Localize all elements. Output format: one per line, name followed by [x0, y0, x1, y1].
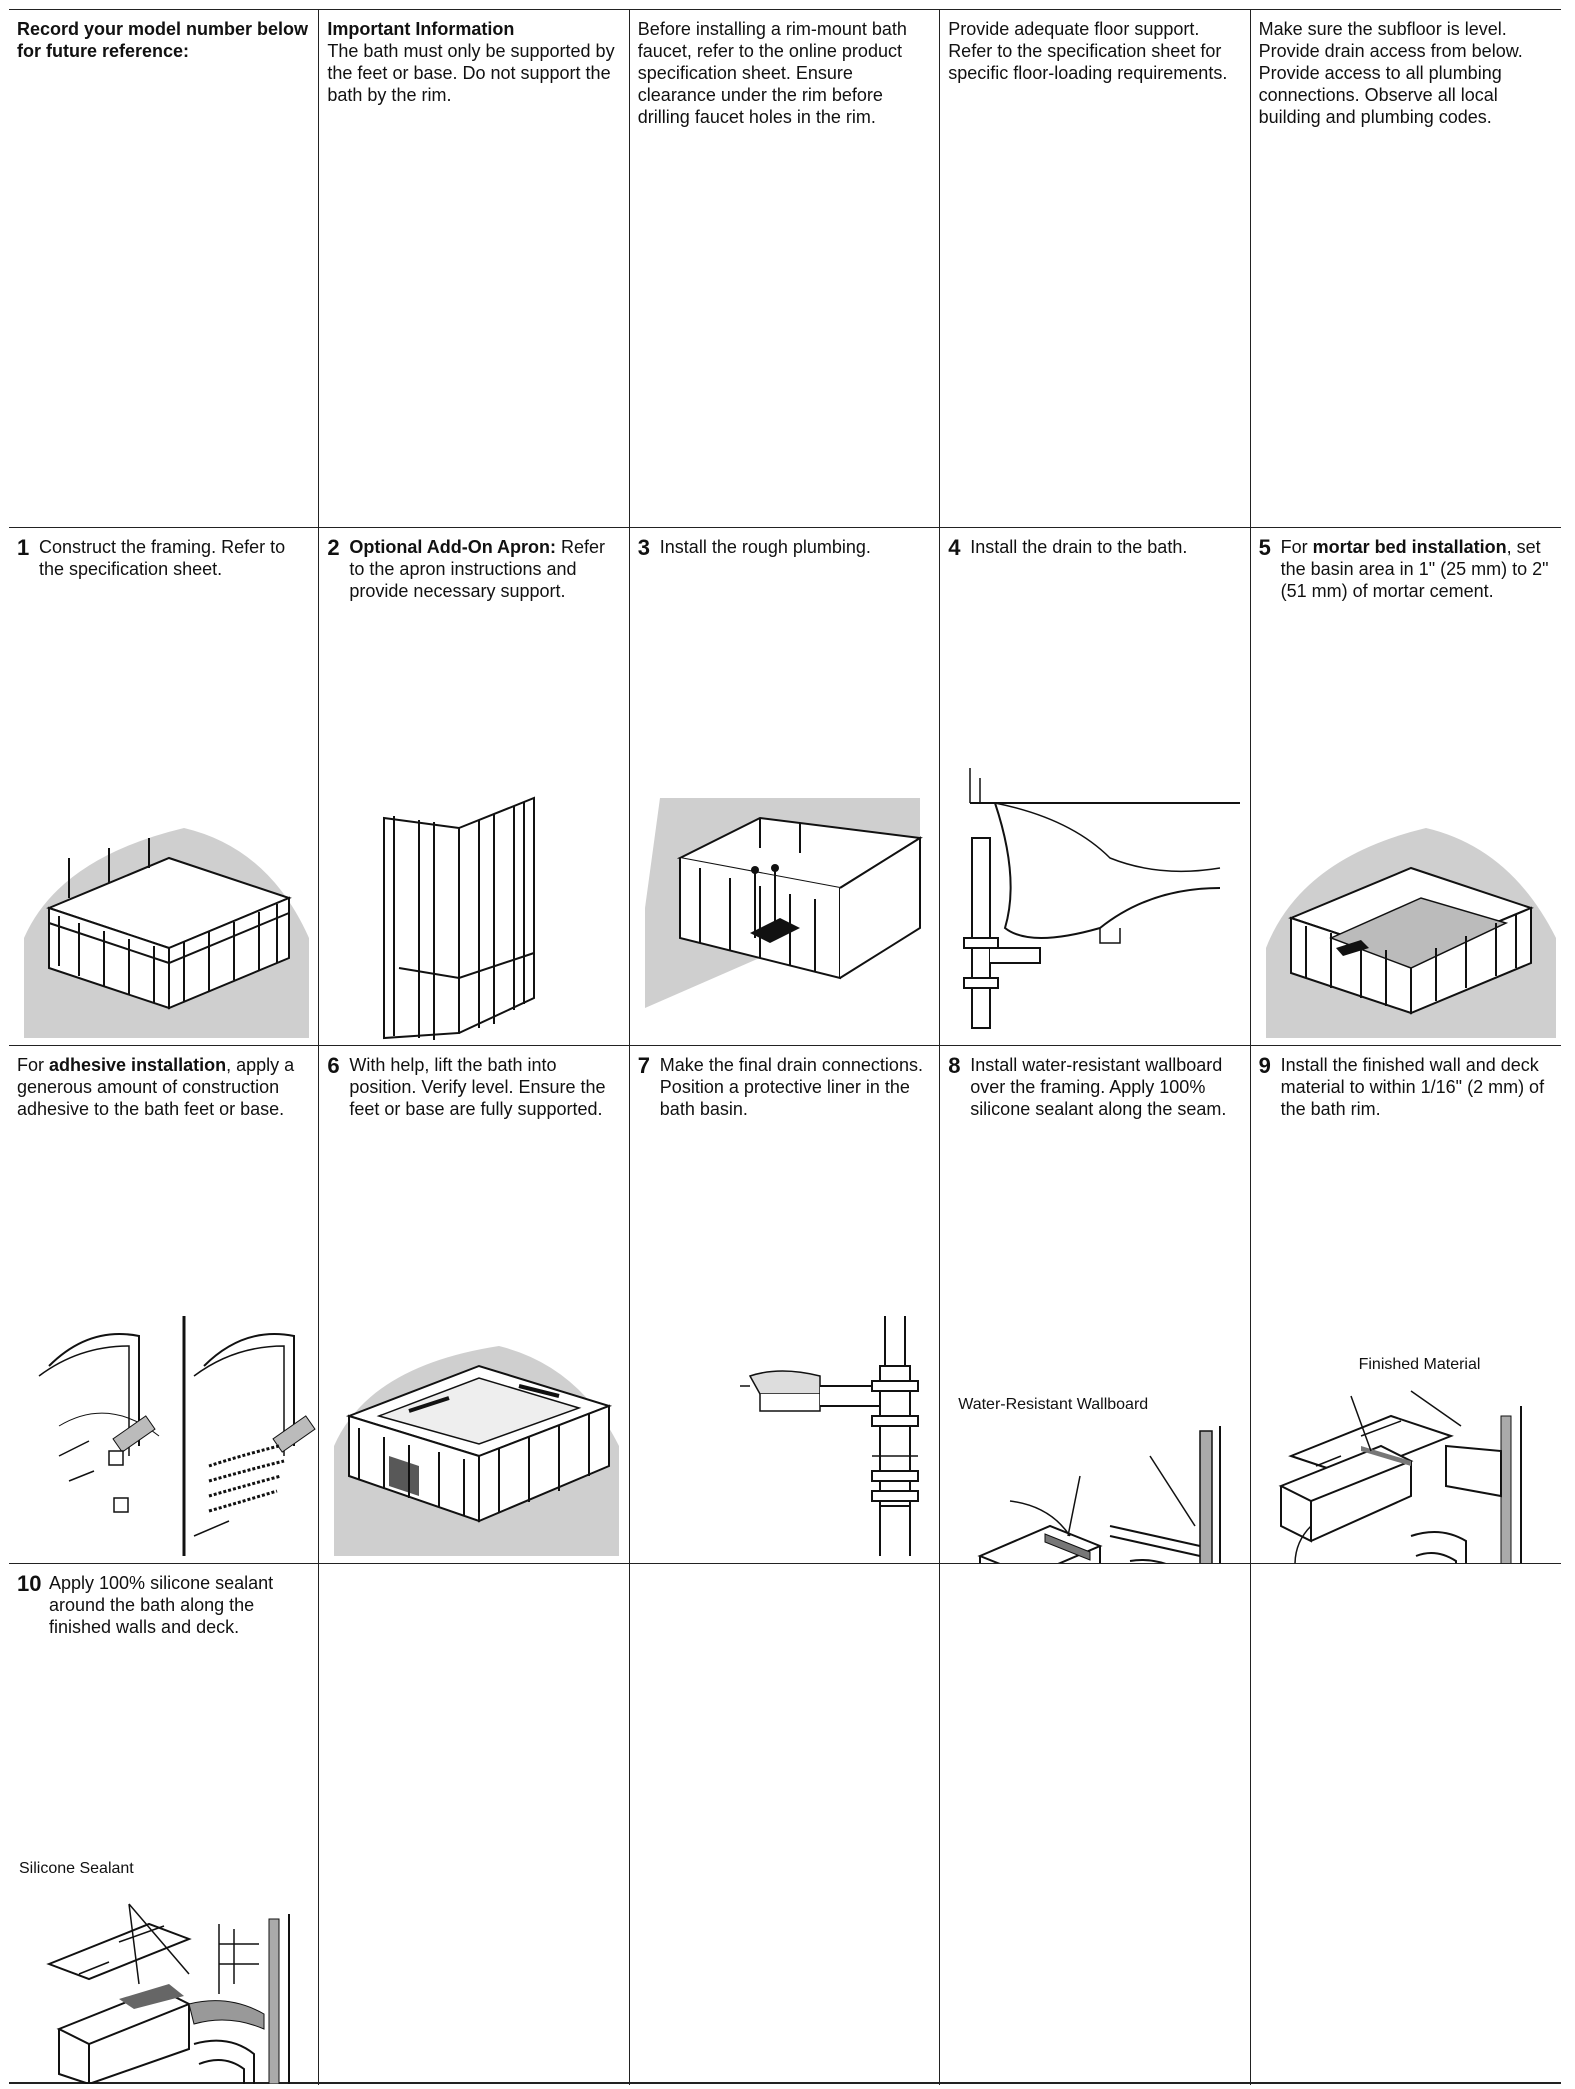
step-5-cell: 5 For mortar bed installation, set the basin area in 1" (25 mm) to 2" (51 mm) of mortar cement. [1251, 528, 1561, 1046]
model-record-text: Record your model number below for future reference: [17, 19, 309, 61]
step-8-cell [940, 1046, 1250, 1564]
step-number: 5 [1258, 535, 1271, 560]
important-body: The bath must only be supported by the feet or base. Do not support the bath by the rim. [327, 41, 615, 105]
wallboard-label: Water-Resistant Wallboard [958, 1396, 1149, 1413]
drain-install-illustration [950, 758, 1250, 1046]
instruction-grid [9, 9, 1561, 2084]
finished-material-label: Finished Material [1358, 1356, 1481, 1373]
important-title: Important Information [327, 19, 515, 39]
empty-cell [1251, 1564, 1561, 2085]
floor-note-cell [940, 10, 1250, 528]
step-text: , set the basin area in 1" (25 mm) to 2" (51 mm) of mortar cement. [1280, 537, 1549, 601]
empty-cell [319, 1564, 629, 2085]
adhesive-illustration [19, 1306, 319, 1556]
step-bold-text: mortar bed installation [1312, 537, 1507, 557]
silicone-sealant-label: Silicone Sealant [19, 1860, 134, 1877]
framing-illustration [19, 798, 319, 1038]
step-text: Apply 100% silicone sealant around the bath along the finished walls and deck. [49, 1573, 274, 1637]
step-text: Install the rough plumbing. [659, 537, 871, 557]
step-number: 4 [948, 535, 961, 560]
step-1-cell [9, 528, 319, 1046]
rough-plumbing-illustration [640, 778, 940, 1018]
step-text: Install water-resistant wallboard over the framing. Apply 100% silicone sealant along the seam. [970, 1055, 1227, 1119]
empty-cell [940, 1564, 1250, 2085]
step-bold-text: Optional Add-On Apron: [349, 537, 557, 557]
apron-framing-illustration [359, 788, 599, 1046]
step-10-cell [9, 1564, 319, 2085]
step-number: 3 [637, 535, 651, 560]
subfloor-note-cell [1251, 10, 1561, 528]
faucet-note: Before installing a rim-mount bath faucet, refer to the online product specification sheet. Ensure clearance under the rim before drilling faucet holes in the rim. [637, 19, 907, 127]
important-info-cell [319, 10, 629, 528]
step-text: Install the finished wall and deck material to within 1/16" (2 mm) of the bath rim. [1280, 1055, 1545, 1119]
empty-cell [630, 1564, 940, 2085]
step-number: 8 [948, 1053, 961, 1078]
mortar-bed-illustration [1261, 798, 1561, 1038]
faucet-note-cell [630, 10, 940, 528]
model-record-cell [9, 10, 319, 528]
step-text: Install the drain to the bath. [970, 537, 1188, 557]
step-text: Construct the framing. Refer to the specification sheet. [39, 537, 286, 579]
finished-wall-illustration [1261, 1376, 1561, 1564]
step-4-cell [940, 528, 1250, 1046]
step-number: 1 [17, 535, 30, 560]
wallboard-illustration [950, 1416, 1250, 1564]
step-3-cell [630, 528, 940, 1046]
step-number: 7 [637, 1053, 651, 1078]
step-number: 6 [327, 1053, 340, 1078]
adhesive-text: For adhesive installation, apply a generous amount of construction adhesive to the bath feet or base. [17, 1055, 295, 1119]
step-number: 10 [17, 1571, 42, 1596]
subfloor-note: Make sure the subfloor is level. Provide drain access from below. Provide access to all plumbing connections. Observe all local building and plumbing codes. [1258, 19, 1523, 127]
step-number: 9 [1258, 1053, 1271, 1078]
floor-note: Provide adequate floor support. Refer to the specification sheet for specific floor-loading requirements. [948, 19, 1228, 83]
adhesive-cell [9, 1046, 319, 1564]
silicone-sealant-illustration [19, 1884, 319, 2084]
drain-connection-illustration [640, 1306, 940, 1556]
step-text: Make the final drain connections. Position a protective liner in the bath basin. [659, 1055, 923, 1119]
step-7-cell [630, 1046, 940, 1564]
step-9-cell [1251, 1046, 1561, 1564]
step-6-cell [319, 1046, 629, 1564]
step-text: Refer to the apron instructions and provide necessary support. [349, 537, 606, 601]
bath-position-illustration [329, 1316, 629, 1556]
step-text: With help, lift the bath into position. Verify level. Ensure the feet or base are fully supported. [349, 1055, 606, 1119]
step-2-cell [319, 528, 629, 1046]
step-number: 2 [327, 535, 340, 560]
